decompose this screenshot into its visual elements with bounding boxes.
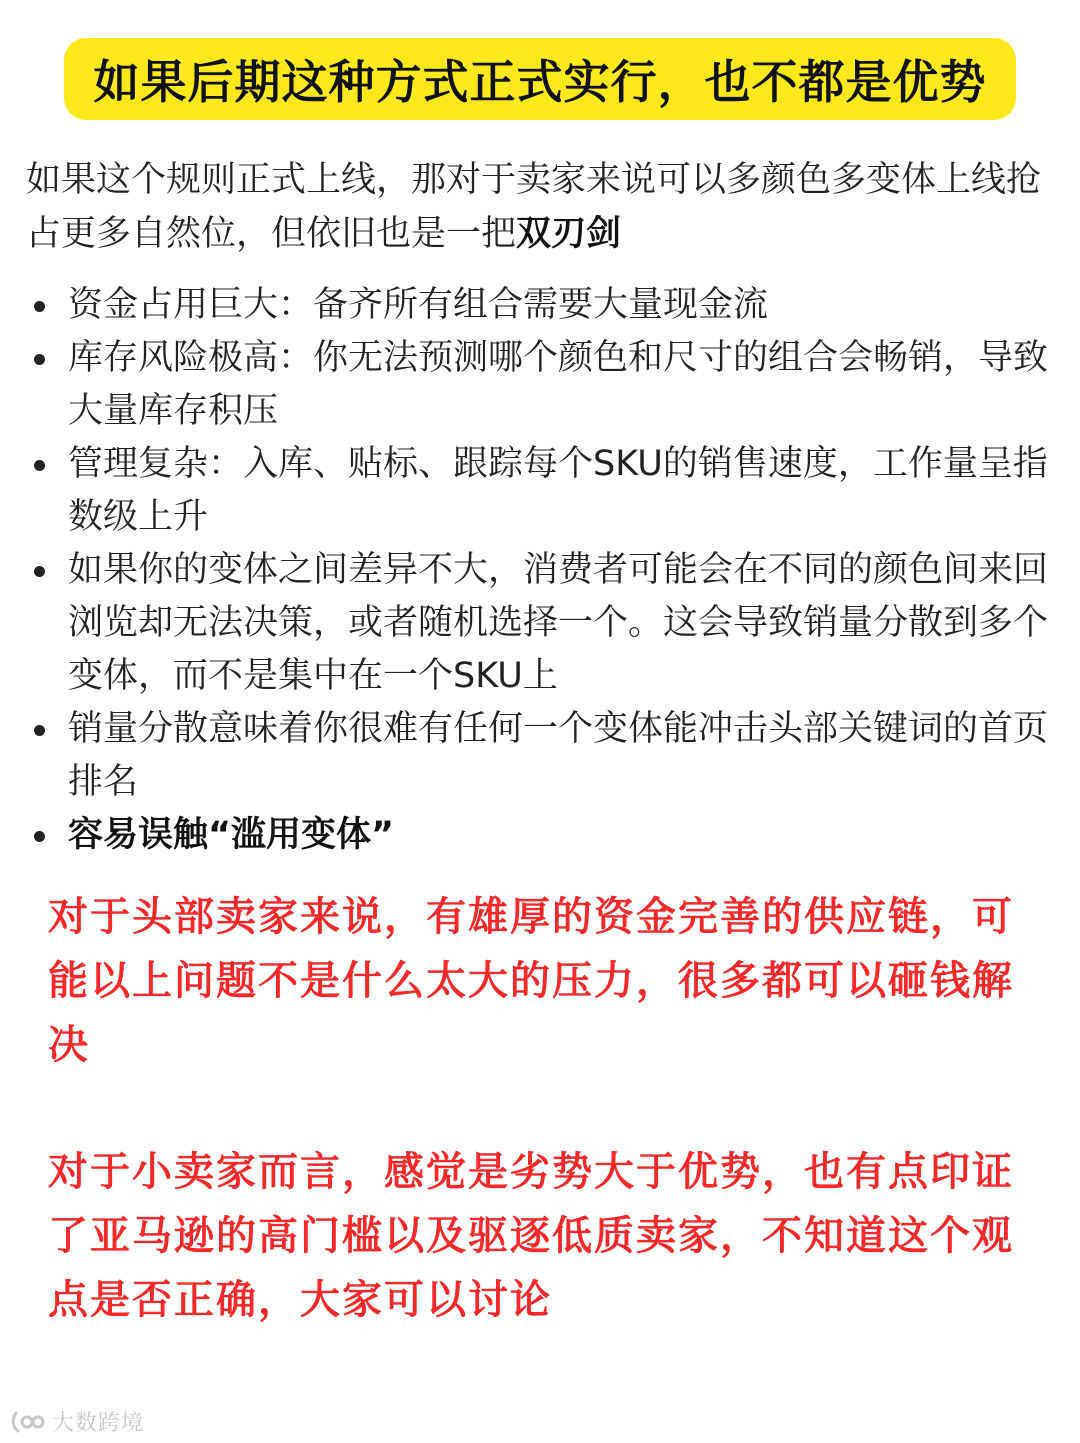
list-item-text: 容易误触“滥用变体” — [68, 815, 395, 855]
list-item — [26, 703, 1056, 809]
list-item-text: 如果你的变体之间差异不大，消费者可能会在不同的颜色间来回浏览却无法决策，或者随机选择一个。这会导致销量分散到多个变体，而不是集中在一个SKU上 — [68, 550, 1049, 696]
title-banner — [64, 38, 1016, 120]
bullet-dot-icon — [34, 301, 45, 312]
highlight-paragraph-small-sellers: 对于小卖家而言，感觉是劣势大于优势，也有点印证了亚马逊的高门槛以及驱逐低质卖家，不知道这个观点是否正确，大家可以讨论 — [48, 1149, 1014, 1323]
bullet-list — [26, 279, 1056, 862]
list-item-text: 管理复杂：入库、贴标、跟踪每个SKU的销售速度，工作量呈指数级上升 — [68, 444, 1048, 537]
brand-logo-icon — [10, 1409, 46, 1435]
list-item — [26, 544, 1056, 703]
watermark-text: 大数跨境 — [52, 1411, 145, 1436]
intro-text: 如果这个规则正式上线，那对于卖家来说可以多颜色多变体上线抢占更多自然位，但依旧也是一把 — [26, 160, 1042, 254]
list-item — [26, 809, 1056, 862]
intro-paragraph — [26, 153, 1056, 261]
bullet-dot-icon — [34, 725, 45, 736]
list-item — [26, 438, 1056, 544]
list-item — [26, 279, 1056, 332]
bullet-dot-icon — [34, 354, 45, 365]
watermark — [10, 1406, 144, 1437]
intro-bold-text: 双刃剑 — [516, 214, 622, 254]
list-item-text: 资金占用巨大：备齐所有组合需要大量现金流 — [68, 285, 769, 325]
highlight-paragraph-top-sellers: 对于头部卖家来说，有雄厚的资金完善的供应链，可能以上问题不是什么太大的压力，很多都可以砸钱解决 — [48, 894, 1014, 1068]
bullet-dot-icon — [34, 566, 45, 577]
bullet-dot-icon — [34, 460, 45, 471]
bullet-dot-icon — [34, 831, 45, 842]
list-item — [26, 332, 1056, 438]
page-title: 如果后期这种方式正式实行，也不都是优势 — [93, 55, 987, 109]
list-item-text: 销量分散意味着你很难有任何一个变体能冲击头部关键词的首页排名 — [68, 709, 1049, 802]
list-item-text: 库存风险极高：你无法预测哪个颜色和尺寸的组合会畅销，导致大量库存积压 — [68, 338, 1049, 431]
